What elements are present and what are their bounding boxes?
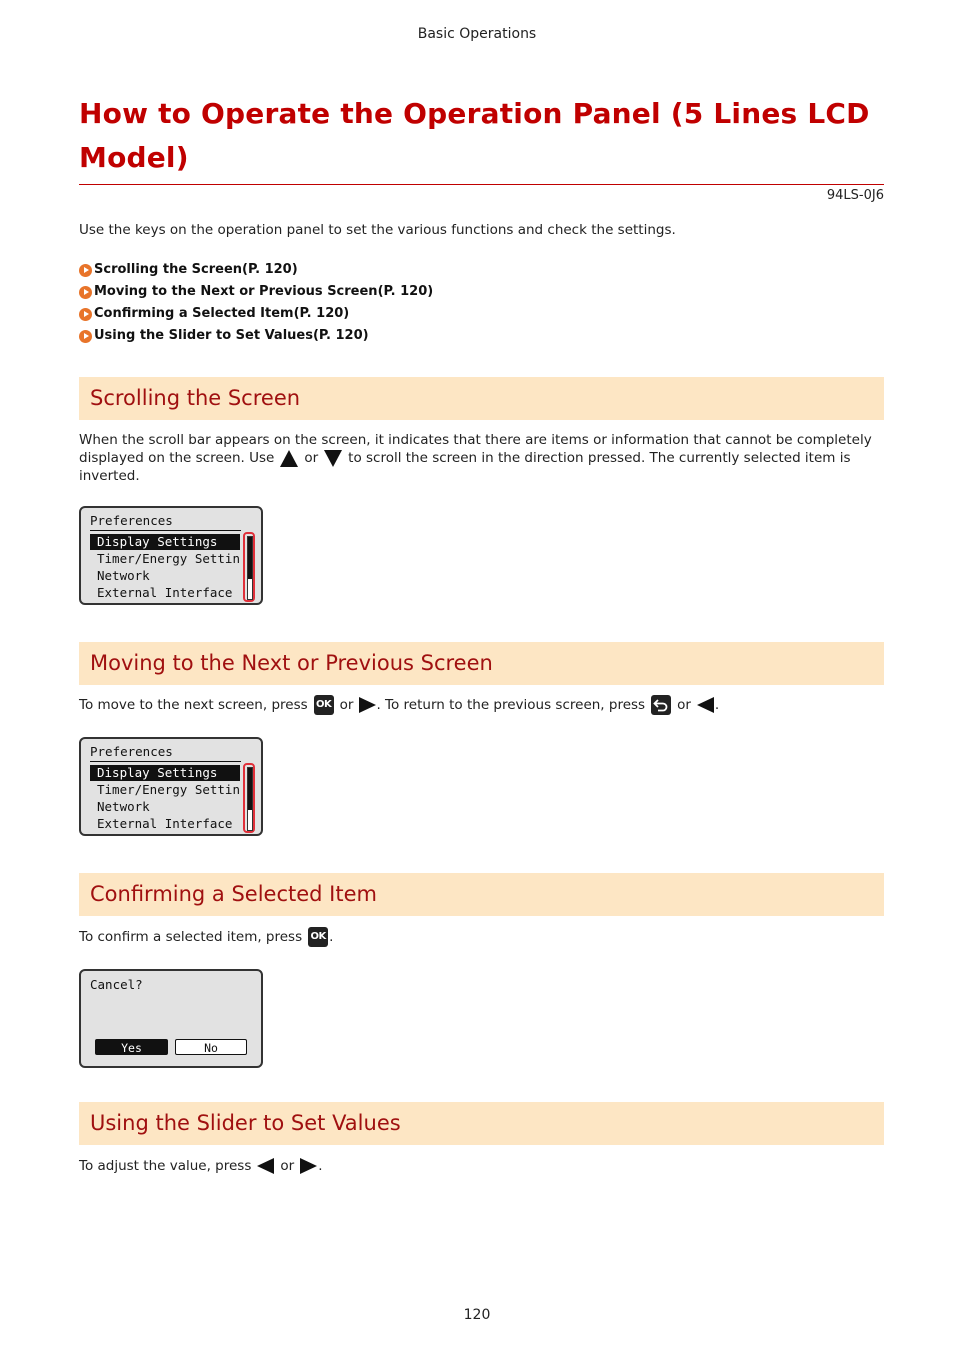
ok-key-icon	[314, 695, 334, 715]
lcd-cancel-screen	[79, 969, 263, 1068]
section-heading: Moving to the Next or Previous Screen	[90, 651, 493, 675]
lcd-item: External Interface	[97, 816, 233, 831]
lcd-divider	[90, 761, 241, 762]
lcd-item: Timer/Energy Settin	[97, 551, 240, 566]
right-arrow-key-icon	[359, 697, 376, 713]
section-heading: Scrolling the Screen	[90, 386, 301, 410]
lcd-menu-screen-1	[79, 506, 263, 605]
period-text: .	[329, 929, 334, 945]
scrolling-paragraph	[79, 431, 884, 485]
arrow-circle-icon	[79, 264, 92, 277]
lcd-no-button: No	[175, 1039, 247, 1055]
link-scrolling[interactable]	[79, 259, 433, 281]
scrollbar-thumb	[248, 537, 252, 579]
section-header-scrolling	[79, 377, 884, 420]
title-block	[79, 92, 884, 185]
link-slider[interactable]	[79, 325, 433, 347]
lcd-item: Network	[97, 568, 150, 583]
down-arrow-key-icon	[324, 450, 342, 467]
scrollbar-track	[247, 536, 253, 600]
moving-paragraph	[79, 694, 884, 716]
ok-key-icon	[308, 927, 328, 947]
lcd-menu-screen-2	[79, 737, 263, 836]
section-header-slider	[79, 1102, 884, 1145]
scrollbar-track	[247, 767, 253, 831]
lcd-item: Network	[97, 799, 150, 814]
or-text: or	[304, 450, 319, 466]
or-text: or	[677, 697, 691, 713]
or-text: or	[339, 697, 354, 713]
page-title: How to Operate the Operation Panel (5 Lines LCD Model)	[79, 97, 870, 174]
link-label: Using the Slider to Set Values(P. 120)	[94, 328, 369, 343]
section-header-moving	[79, 642, 884, 685]
arrow-circle-icon	[79, 286, 92, 299]
confirming-text-1: To confirm a selected item, press	[79, 929, 303, 945]
section-links	[79, 259, 433, 347]
ok-key-label: OK	[316, 699, 332, 710]
intro-text: Use the keys on the operation panel to set the various functions and check the settings.	[79, 222, 676, 238]
ok-key-label: OK	[310, 931, 326, 942]
link-label: Moving to the Next or Previous Screen(P. 120)	[94, 284, 434, 299]
link-label: Confirming a Selected Item(P. 120)	[94, 306, 350, 321]
left-arrow-key-icon	[697, 697, 714, 713]
slider-paragraph	[79, 1155, 884, 1177]
lcd-item: Timer/Energy Settin	[97, 782, 240, 797]
link-label: Scrolling the Screen(P. 120)	[94, 262, 298, 277]
link-confirming[interactable]	[79, 303, 433, 325]
up-arrow-key-icon	[280, 450, 298, 467]
scrollbar-thumb	[248, 768, 252, 810]
moving-text-1: To move to the next screen, press	[79, 697, 308, 713]
slider-text-1: To adjust the value, press	[79, 1158, 252, 1174]
section-heading: Using the Slider to Set Values	[90, 1111, 401, 1135]
running-header: Basic Operations	[417, 26, 537, 42]
lcd-cancel-prompt: Cancel?	[90, 977, 143, 992]
lcd-title: Preferences	[90, 744, 173, 759]
or-text: or	[280, 1158, 295, 1174]
lcd-item: External Interface	[97, 585, 233, 600]
confirming-paragraph	[79, 926, 884, 948]
arrow-circle-icon	[79, 330, 92, 343]
scrolling-text-1: When the scroll bar appears on the screen, it indicates that there are items or information that cannot be completely displayed on the screen. Use	[79, 432, 872, 466]
section-heading: Confirming a Selected Item	[90, 882, 377, 906]
scrollbar-highlight	[243, 532, 255, 602]
lcd-title: Preferences	[90, 513, 173, 528]
period-text: .	[714, 697, 720, 713]
link-moving[interactable]	[79, 281, 433, 303]
section-header-confirming	[79, 873, 884, 916]
page-number: 120	[463, 1307, 491, 1323]
moving-text-2: . To return to the previous screen, press	[376, 697, 646, 713]
scrolling-text-2: to scroll the screen in the direction pressed. The currently selected item is inverted.	[79, 450, 851, 484]
lcd-item-selected: Display Settings	[90, 534, 240, 550]
lcd-yes-button: Yes	[95, 1039, 168, 1055]
lcd-item-selected: Display Settings	[90, 765, 240, 781]
right-arrow-key-icon	[300, 1158, 317, 1174]
period-text: .	[318, 1158, 323, 1174]
doc-id: 94LS-0J6	[826, 188, 884, 203]
left-arrow-key-icon	[257, 1158, 274, 1174]
back-key-icon	[651, 695, 671, 715]
scrollbar-highlight	[243, 763, 255, 833]
lcd-divider	[90, 530, 241, 531]
arrow-circle-icon	[79, 308, 92, 321]
